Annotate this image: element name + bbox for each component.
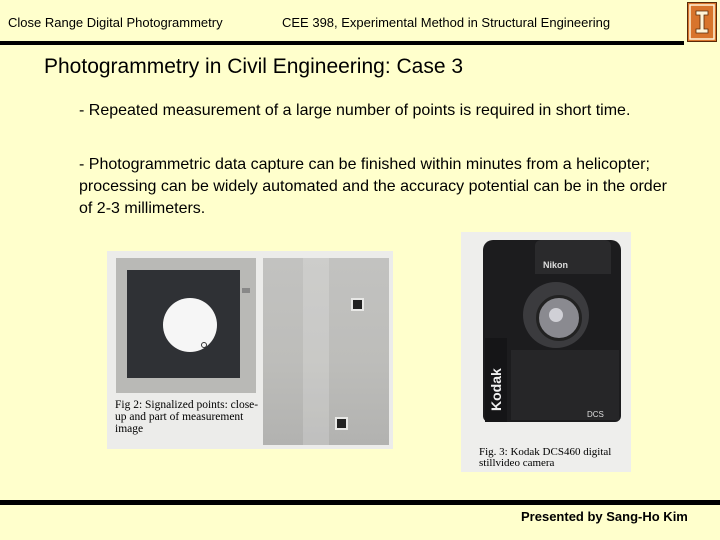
bullet-point-1: - Repeated measurement of a large number of points is required in short time.	[79, 102, 631, 119]
camera-lens-center	[549, 308, 563, 322]
camera-grip-brand: Kodak	[488, 368, 504, 412]
course-title: CEE 398, Experimental Method in Structural Engineering	[282, 15, 611, 30]
measurement-image-band	[303, 258, 329, 445]
target-corner-mark	[242, 288, 250, 293]
signalized-point-marker	[351, 298, 364, 311]
target-circle	[163, 298, 217, 352]
footer-divider	[0, 500, 720, 505]
camera-model-label: DCS	[587, 410, 604, 419]
slide-title: Photogrammetry in Civil Engineering: Case 3	[44, 55, 464, 78]
presenter-credit: Presented by Sang-Ho Kim	[521, 509, 688, 524]
camera-brand-label: Nikon	[543, 260, 569, 270]
target-square	[127, 270, 240, 378]
figure-2-signalized-points	[107, 251, 393, 449]
measurement-image	[263, 258, 389, 445]
closeup-photo	[116, 258, 256, 393]
target-center-dot	[201, 342, 207, 348]
header-left-title: Close Range Digital Photogrammetry	[8, 15, 223, 30]
figure-3-kodak-camera	[461, 232, 631, 472]
camera-body	[483, 240, 621, 422]
illinois-block-i-icon	[687, 2, 717, 42]
figure-3-caption: Fig. 3: Kodak DCS460 digital stillvideo camera	[479, 446, 612, 469]
figure-2-caption: Fig 2: Signalized points: close-up and part of measurement image	[115, 399, 259, 435]
header-divider	[0, 41, 684, 45]
bullet-point-2: - Photogrammetric data capture can be finished within minutes from a helicopter; processing can be widely automated and the accuracy potential can be in the order of 2-3 millimeters.	[79, 156, 667, 217]
signalized-point-marker	[335, 417, 348, 430]
